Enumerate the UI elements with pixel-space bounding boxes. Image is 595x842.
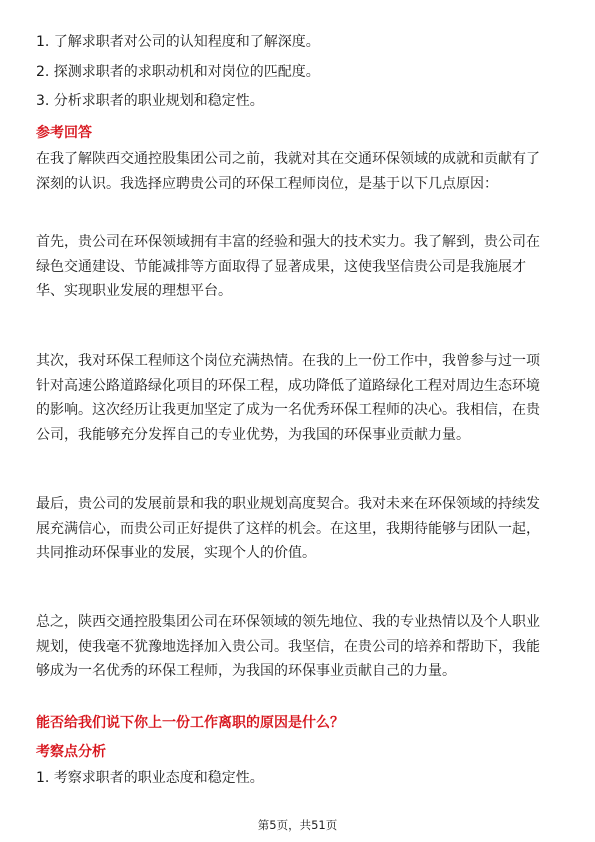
paragraph-line: 共同推动环保事业的发展，实现个人的价值。 [36, 545, 316, 561]
paragraph-line: 最后，贵公司的发展前景和我的职业规划高度契合。我对未来在环保领域的持续发 [36, 496, 540, 512]
paragraph-line: 深刻的认识。我选择应聘贵公司的环保工程师岗位，是基于以下几点原因： [36, 175, 498, 192]
intent-item-1: 1. 了解求职者对公司的认知程度和了解深度。 [36, 34, 320, 50]
answer-paragraph-3 [36, 349, 566, 447]
intent-item-2: 2. 探测求职者的求职动机和对岗位的匹配度。 [36, 64, 320, 80]
answer-paragraph-1 [36, 147, 566, 196]
paragraph-line: 展充满信心，而贵公司正好提供了这样的机会。在这里，我期待能够与团队一起， [36, 520, 540, 537]
paragraph-line: 够成为一名优秀的环保工程师，为我国的环保事业贡献自己的力量。 [36, 663, 456, 679]
analysis-item-1: 1. 考察求职者的职业态度和稳定性。 [36, 770, 264, 786]
intent-item-3: 3. 分析求职者的职业规划和稳定性。 [36, 93, 264, 109]
answer-paragraph-4 [36, 492, 566, 566]
paragraph-line: 华、实现职业发展的理想平台。 [36, 283, 232, 299]
paragraph-line: 的影响。这次经历让我更加坚定了成为一名优秀环保工程师的决心。我相信，在贵 [36, 402, 540, 418]
paragraph-line: 首先，贵公司在环保领域拥有丰富的经验和强大的技术实力。我了解到，贵公司在 [36, 234, 540, 250]
paragraph-line: 总之，陕西交通控股集团公司在环保领域的领先地位、我的专业热情以及个人职业 [36, 614, 540, 630]
paragraph-line: 其次，我对环保工程师这个岗位充满热情。在我的上一份工作中，我曾参与过一项 [36, 353, 540, 369]
paragraph-line: 针对高速公路道路绿化项目的环保工程，成功降低了道路绿化工程对周边生态环境 [36, 377, 540, 394]
paragraph-line: 公司，我能够充分发挥自己的专业优势，为我国的环保事业贡献力量。 [36, 426, 470, 443]
reference-answer-heading: 参考回答 [36, 125, 92, 141]
answer-paragraph-2 [36, 230, 566, 304]
next-question-heading: 能否给我们说下你上一份工作离职的原因是什么？ [36, 715, 344, 731]
paragraph-line: 在我了解陕西交通控股集团公司之前，我就对其在交通环保领域的成就和贡献有了 [36, 151, 540, 167]
analysis-heading: 考察点分析 [36, 744, 106, 760]
paragraph-line: 规划，使我毫不犹豫地选择加入贵公司。我坚信，在贵公司的培养和帮助下，我能 [36, 638, 540, 655]
page-footer: 第5页，共51页 [257, 818, 338, 832]
paragraph-line: 绿色交通建设、节能减排等方面取得了显著成果，这使我坚信贵公司是我施展才 [36, 258, 526, 275]
answer-paragraph-5 [36, 610, 566, 684]
